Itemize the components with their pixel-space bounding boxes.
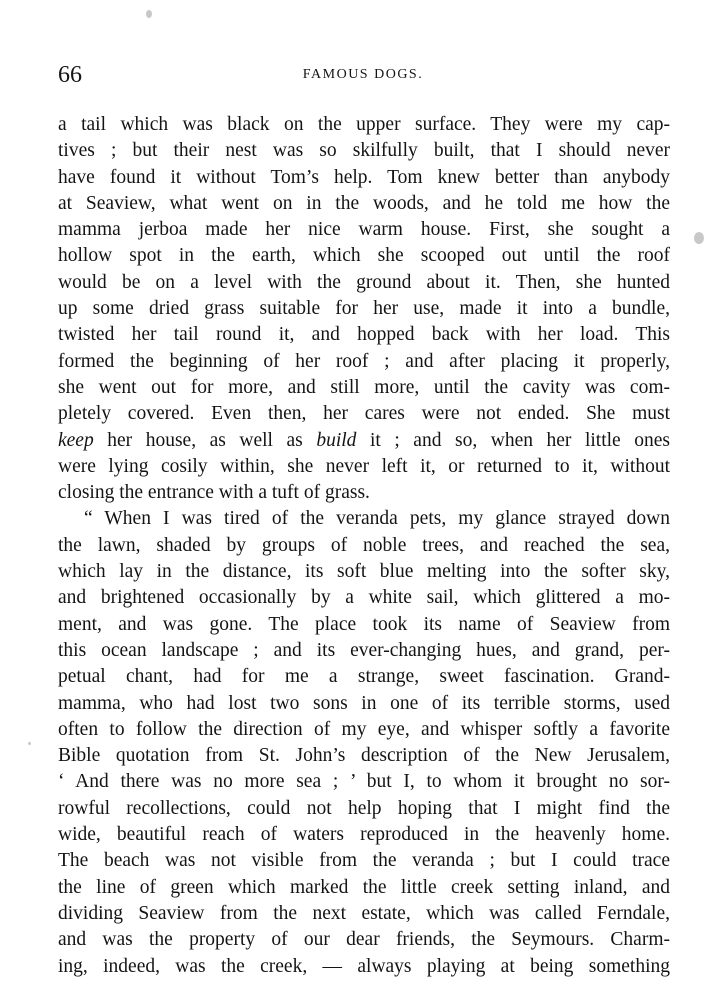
text-line-italic: [58, 428, 670, 454]
running-title: FAMOUS DOGS.: [302, 67, 424, 82]
italic-word-build: build: [316, 429, 357, 451]
text-line: at Seaview, what went on in the woods, and he told me how the: [58, 192, 670, 214]
text-line: petual chant, had for me a strange, sweet fascination. Grand-: [58, 666, 670, 688]
text-line: The beach was not visible from the veranda ; but I could trace: [58, 850, 670, 872]
text-line: formed the beginning of her roof ; and after placing it properly,: [58, 350, 670, 372]
text-line: a tail which was black on the upper surface. They were my cap-: [58, 114, 670, 135]
text-line: ment, and was gone. The place took its name of Seaview from: [58, 613, 670, 635]
text-line: ing, indeed, was the creek, — always playing at being something: [58, 955, 670, 977]
text-fragment: her house, as well as: [93, 429, 317, 451]
text-fragment: it ; and so, when her little ones: [356, 429, 670, 451]
text-line: would be on a level with the ground about it. Then, she hunted: [58, 271, 670, 293]
text-line: up some dried grass suitable for her use, made it into a bundle,: [58, 298, 670, 320]
text-line: Bible quotation from St. John’s description of the New Jerusalem,: [58, 745, 670, 767]
text-line: ‘ And there was no more sea ; ’ but I, to whom it brought no sor-: [58, 771, 670, 793]
paragraph-end-line: closing the entrance with a tuft of grass.: [58, 482, 370, 504]
text-line: the line of green which marked the little creek setting inland, and: [58, 876, 670, 898]
paragraph-start-line: “ When I was tired of the veranda pets, my glance strayed down: [84, 508, 670, 530]
text-line: mamma, who had lost two sons in one of its terrible storms, used: [58, 692, 670, 714]
text-line: wide, beautiful reach of waters reproduced in the heavenly home.: [58, 824, 670, 846]
scan-speck: [694, 232, 704, 244]
text-line: mamma jerboa made her nice warm house. First, she sought a: [58, 219, 670, 241]
text-line: pletely covered. Even then, her cares were not ended. She must: [58, 403, 670, 425]
italic-word-keep: keep: [58, 429, 94, 451]
scan-speck: [146, 10, 152, 18]
page-header: [58, 58, 668, 92]
text-line: this ocean landscape ; and its ever-changing hues, and grand, per-: [58, 639, 670, 661]
text-line: twisted her tail round it, and hopped back with her load. This: [58, 324, 670, 346]
text-line: the lawn, shaded by groups of noble trees, and reached the sea,: [58, 534, 670, 556]
text-line: and brightened occasionally by a white sail, which glittered a mo-: [58, 587, 670, 609]
text-line: she went out for more, and still more, until the cavity was com-: [58, 376, 670, 398]
text-line: and was the property of our dear friends, the Seymours. Charm-: [58, 929, 670, 951]
text-line: dividing Seaview from the next estate, which was called Ferndale,: [58, 902, 670, 924]
body-text: [58, 112, 670, 980]
text-line: have found it without Tom’s help. Tom knew better than anybody: [58, 166, 670, 188]
text-line: tives ; but their nest was so skilfully built, that I should never: [58, 140, 670, 162]
page-number: 66: [58, 62, 82, 88]
text-line: which lay in the distance, its soft blue melting into the softer sky,: [58, 561, 670, 583]
text-line: were lying cosily within, she never left it, or returned to it, without: [58, 455, 670, 477]
text-line: rowful recollections, could not help hoping that I might find the: [58, 797, 670, 819]
text-line: often to follow the direction of my eye, and whisper softly a favorite: [58, 718, 670, 740]
text-line: hollow spot in the earth, which she scooped out until the roof: [58, 245, 670, 267]
scan-speck: [28, 742, 31, 745]
